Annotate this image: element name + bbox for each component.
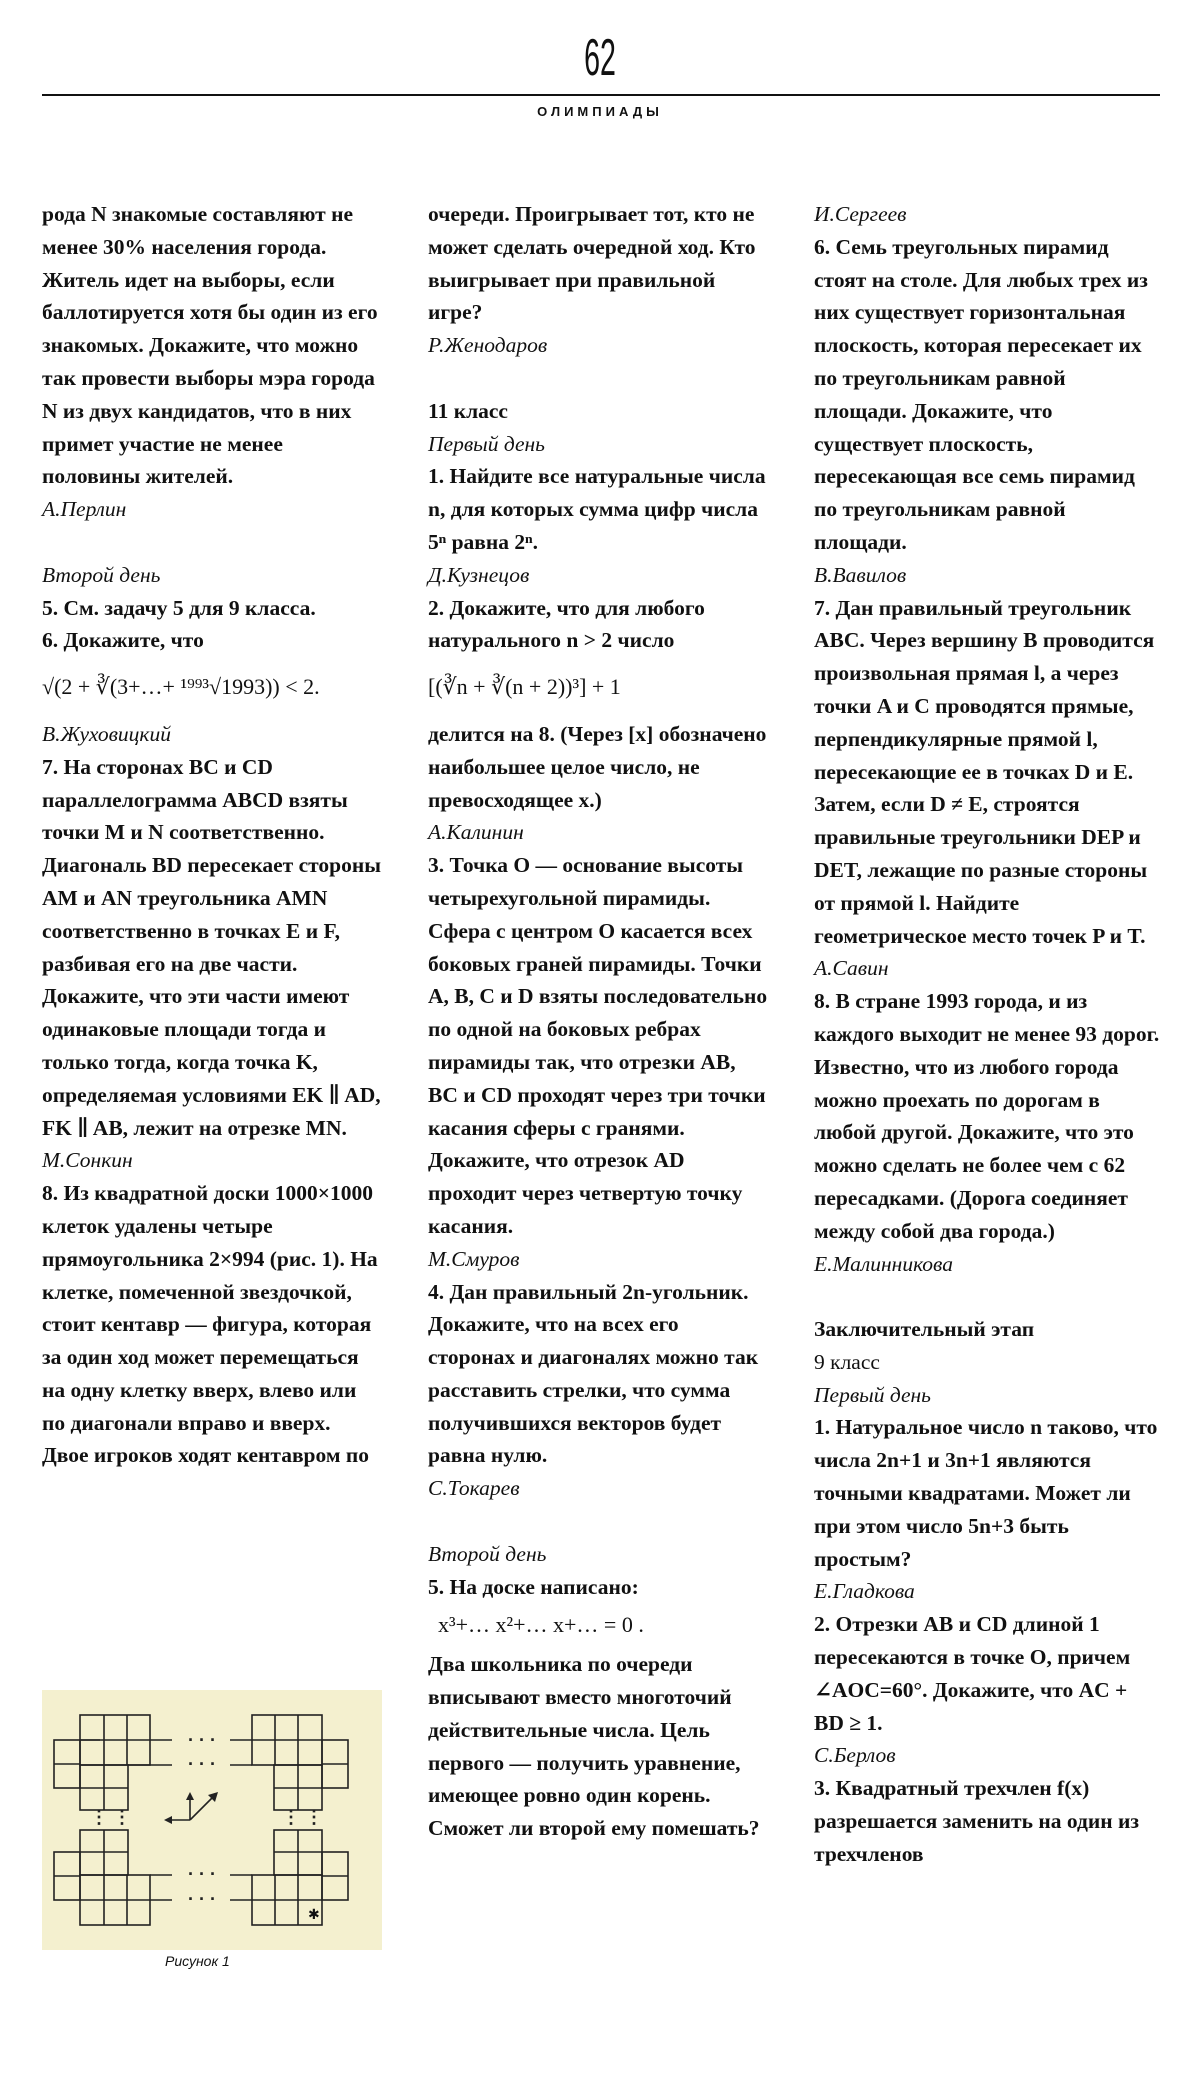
svg-text:⋮ ⋮: ⋮ ⋮ <box>90 1807 132 1827</box>
formula: [(∛n + ∛(n + 2))³] + 1 <box>428 674 621 700</box>
problem-text: 4. Дан правильный 2n-угольник. Докажите, что на всех его сторонах и диагоналях можно так расставить стрелки, что сумма получившихся векторов будет равна нулю. <box>428 1279 759 1468</box>
author: М.Смуров <box>428 1246 520 1271</box>
problem-text: Два школьника по очереди вписывают вместо многоточий действительные числа. Цель первого — получить уравнение, имеющее ровно один корень. Сможет ли второй ему помешать? <box>428 1652 760 1841</box>
svg-text:· · ·: · · · <box>188 1864 216 1884</box>
problem-text: 7. Дан правильный треугольник ABC. Через вершину B проводится произвольная прямая l, а через точки A и C проводятся прямые, перпендикулярные прямой l, пересекающие ее в точках D и E. Затем, если D ≠ E, строятся правильные треугольники DEP и DET, лежащие по разные стороны от прямой l. Найдите геометрическое место точек P и T. <box>814 595 1155 948</box>
figure-1 <box>42 1690 382 1950</box>
svg-text:· · ·: · · · <box>188 1889 216 1909</box>
svg-text:⋮ ⋮: ⋮ ⋮ <box>282 1807 324 1827</box>
author: В.Жуховицкий <box>42 721 171 746</box>
problem-text: 6. Семь треугольных пирамид стоят на столе. Для любых трех из них существует горизонтальная плоскость, которая пересекает их по треугольникам равной площади. Докажите, что существует плоскость, пересекающая все семь пирамид по треугольникам равной площади. <box>814 234 1148 554</box>
formula: √(2 + ∛(3+…+ ¹⁹⁹³√1993)) < 2. <box>42 674 320 700</box>
problem-text: 1. Найдите все натуральные числа n, для которых сумма цифр числа 5ⁿ равна 2ⁿ. <box>428 464 766 554</box>
problem-text: очереди. Проигрывает тот, кто не может сделать очередной ход. Кто выигрывает при правильной игре? <box>428 202 756 325</box>
problem-text: 5. См. задачу 5 для 9 класса. <box>42 595 316 620</box>
problem-text: 8. Из квадратной доски 1000×1000 клеток удалены четыре прямоугольника 2×994 (рис. 1). На клетке, помеченной звездочкой, стоит кентавр — фигура, которая за один ход может перемещаться на одну клетку вверх, влево или по диагонали вправо и вверх. Двое игроков ходят кентавром по <box>42 1181 378 1468</box>
author: Д.Кузнецов <box>428 562 530 587</box>
svg-text:· · ·: · · · <box>188 1754 216 1774</box>
problem-text: 5. На доске написано: <box>428 1574 639 1599</box>
problem-text: 6. Докажите, что <box>42 628 204 653</box>
board-diagram <box>42 1690 382 1950</box>
author: А.Калинин <box>428 820 524 845</box>
day-heading: Второй день <box>42 562 161 587</box>
author: Е.Гладкова <box>814 1579 915 1604</box>
problem-text: 7. На сторонах BC и CD параллелограмма ABCD взяты точки M и N соответственно. Диагональ BD пересекает стороны AM и AN треугольника AMN соответственно в точках E и F, разбивая его на две части. Докажите, что эти части имеют одинаковые площади тогда и только тогда, когда точка K, определяемая условиями EK ∥ AD, FK ∥ AB, лежит на отрезке MN. <box>42 754 382 1140</box>
author: М.Сонкин <box>42 1148 133 1173</box>
problem-text: 2. Докажите, что для любого натурального n > 2 число <box>428 595 705 653</box>
figure-caption: Рисунок 1 <box>165 1953 230 1969</box>
author: С.Токарев <box>428 1476 520 1501</box>
day-heading: Второй день <box>428 1541 547 1566</box>
author: В.Вавилов <box>814 562 907 587</box>
stage-heading: Заключительный этап <box>814 1317 1035 1342</box>
formula: x³+… x²+… x+… = 0 . <box>438 1612 644 1638</box>
problem-text: 1. Натуральное число n таково, что числа 2n+1 и 3n+1 являются точными квадратами. Может ли при этом число 5n+3 быть простым? <box>814 1415 1158 1571</box>
problem-text: 3. Квадратный трехчлен f(x) разрешается заменить на один из трехчленов <box>814 1776 1140 1866</box>
day-heading: Первый день <box>428 431 545 456</box>
problem-text: делится на 8. (Через [x] обозначено наибольшее целое число, не превосходящее x.) <box>428 721 767 812</box>
author: И.Сергеев <box>814 202 907 226</box>
problem-text: рода N знакомые составляют не менее 30% населения города. Житель идет на выборы, если баллотируется хотя бы один из его знакомых. Докажите, что можно так провести выборы мэра города N из двух кандидатов, что в них примет участие не менее половины жителей. <box>42 202 378 489</box>
grade-heading: 9 класс <box>814 1349 880 1374</box>
problem-text: 2. Отрезки AB и CD длиной 1 пересекаются в точке O, причем ∠AOC=60°. Докажите, что AC + BD ≥ 1. <box>814 1612 1131 1735</box>
star-icon: ✱ <box>308 1908 320 1923</box>
section-label: ОЛИМПИАДЫ <box>537 104 663 119</box>
problem-text: 3. Точка O — основание высоты четырехугольной пирамиды. Сфера с центром O касается всех боковых граней пирамиды. Точки A, B, C и D взяты последовательно по одной на боковых ребрах пирамиды так, что отрезки AB, BC и CD проходят через три точки касания сферы с гранями. Докажите, что отрезок AD проходит через четвертую точку касания. <box>428 853 768 1238</box>
svg-text:· · ·: · · · <box>188 1730 216 1750</box>
author: А.Савин <box>814 956 889 981</box>
day-heading: Первый день <box>814 1382 931 1407</box>
problem-text: 8. В стране 1993 города, и из каждого выходит не менее 93 дорог. Известно, что из любого города можно проехать по дорогам в любой другой. Докажите, что это можно сделать не более чем с 62 пересадками. (Дорога соединяет между собой два города.) <box>814 989 1160 1243</box>
column-2 <box>428 198 768 1845</box>
author: С.Берлов <box>814 1743 896 1768</box>
grade-heading: 11 класс <box>428 398 508 423</box>
header-rule <box>42 94 1160 96</box>
author: Р.Женодаров <box>428 333 548 358</box>
author: А.Перлин <box>42 497 127 522</box>
column-3 <box>814 198 1160 1871</box>
author: Е.Малинникова <box>814 1251 953 1276</box>
column-1 <box>42 198 382 1472</box>
page-number: 62 <box>584 29 616 87</box>
